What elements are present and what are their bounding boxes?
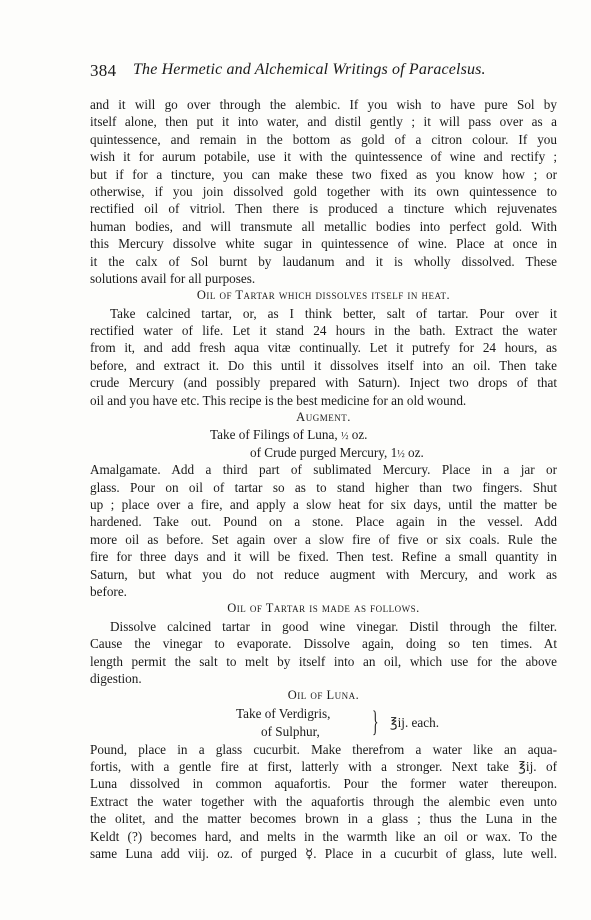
augment-recipe (90, 426, 557, 461)
text-line: it the calx of Sol burnt by laudanum and it is wholly dissolved. These (90, 253, 557, 269)
text-line: glass. Pour on oil of tartar so as to stand higher than two fingers. Shut (90, 479, 557, 495)
paragraph-luna (90, 741, 557, 863)
text-line: crude Mercury (and possibly prepared with Saturn). Inject two drops of that (90, 375, 557, 391)
brace-symbol: } (372, 704, 379, 738)
text-line: length permit the salt to melt by itself into an oil, which use for the above (90, 653, 557, 669)
text-line: wish it for aurum potabile, use it with the quintessence of wine and rectify ; (90, 149, 557, 165)
running-title: The Hermetic and Alchemical Writings of Paracelsus. (133, 61, 486, 78)
text-line: this Mercury dissolve white sugar in quintessence of wine. Place at once in (90, 236, 557, 252)
text-line: Saturn, but what you do not reduce augment with Mercury, and work as (90, 566, 557, 582)
text-line: but if for a tincture, you can make these two fixed as you know how ; or (90, 166, 557, 182)
text-line: more oil as before. Set again over a slow fire of five or six coals. Rule the (90, 531, 557, 547)
recipe-unit: oz. (404, 444, 424, 460)
section-heading: Oil of Tartar which dissolves itself in heat. (196, 288, 451, 303)
text-line: Luna dissolved in common aquafortis. Pour the former water thereupon. (90, 776, 557, 792)
fraction: ½ (397, 448, 405, 460)
text-line: itself alone, then put it into water, and distil gently ; it will pass over as a (90, 114, 557, 130)
luna-recipe (90, 705, 557, 741)
paragraph-sol (90, 96, 557, 287)
text-line: before. (90, 583, 127, 599)
recipe-quantity: ℥ij. each. (390, 714, 439, 730)
recipe-line (90, 426, 557, 443)
paragraph-tartar-method (90, 618, 557, 688)
text-line: same Luna add viij. oz. of purged ☿. Place in a cucurbit of glass, lute well. (90, 846, 557, 862)
fraction: ½ (340, 431, 349, 443)
page-header (90, 61, 530, 87)
paragraph-oil-of-tartar (90, 305, 557, 409)
recipe-unit: oz. (348, 427, 368, 443)
text-line: fortis, with a gentle fire at first, latterly with a stronger. Next take ℥ij. of (90, 759, 557, 775)
text-line: rectified water of life. Let it stand 24 hours in the bath. Extract the water (90, 323, 557, 339)
recipe-line: of Sulphur, (261, 723, 320, 739)
text-line: Dissolve calcined tartar in good wine vinegar. Distil through the filter. (110, 618, 557, 634)
page-body (90, 96, 557, 862)
text-line: Amalgamate. Add a third part of sublimated Mercury. Place in a jar or (90, 462, 557, 478)
page-number: 384 (90, 61, 117, 80)
text-line: the olitet, and the matter becomes brown in a glass ; thus the Luna in the (90, 811, 557, 827)
text-line: Take calcined tartar, or, as I think better, salt of tartar. Pour over it (110, 305, 557, 321)
recipe-line: Take of Verdigris, (236, 705, 331, 721)
text-line: quintessence, and remain in the bottom as gold of a citron colour. If you (90, 131, 557, 147)
text-line: up ; place over a fire, and apply a slow heat for six days, until the matter be (90, 496, 557, 512)
text-line: and it will go over through the alembic. If you wish to have pure Sol by (90, 97, 557, 112)
text-line: Keldt (?) becomes hard, and melts in the warmth like an oil or wax. To the (90, 828, 557, 844)
text-line: before, and extract it. Do this until it dissolves itself into an oil. Then take (90, 357, 557, 373)
text-line: Extract the water together with the aquafortis through the alembic even unto (90, 793, 557, 809)
section-heading: Oil of Tartar is made as follows. (227, 601, 420, 616)
recipe-text: of Crude purged Mercury, 1 (250, 444, 398, 460)
text-line: human bodies, and will transmute all metallic bodies into perfect gold. With (90, 218, 557, 234)
text-line: from it, and add fresh aqua vitæ continually. Let it putrefy for 24 hours, as (90, 340, 557, 356)
text-line: hardened. Take out. Pound on a stone. Place again in the vessel. Add (90, 514, 557, 530)
paragraph-amalgamate (90, 461, 557, 600)
text-line: solutions avail for all purposes. (90, 270, 256, 286)
recipe-line (90, 444, 557, 461)
text-line: Pound, place in a glass cucurbit. Make therefrom a water like an aqua- (90, 741, 557, 757)
section-heading: Augment. (296, 410, 351, 425)
recipe-text: Take of Filings of Luna, (210, 427, 341, 443)
text-line: digestion. (90, 670, 142, 686)
text-line: rectified oil of vitriol. Then there is produced a tincture which rejuvenates (90, 201, 557, 217)
text-line: Cause the vinegar to evaporate. Dissolve again, doing so ten times. At (90, 636, 557, 652)
text-line: oil and you have etc. This recipe is the best medicine for an old wound. (90, 392, 467, 408)
section-heading: Oil of Luna. (287, 688, 360, 703)
text-line: otherwise, if you join dissolved gold together with its own quintessence to (90, 183, 557, 199)
text-line: fire for three days and it will be fixed. Then test. Refine a small quantity in (90, 549, 557, 565)
